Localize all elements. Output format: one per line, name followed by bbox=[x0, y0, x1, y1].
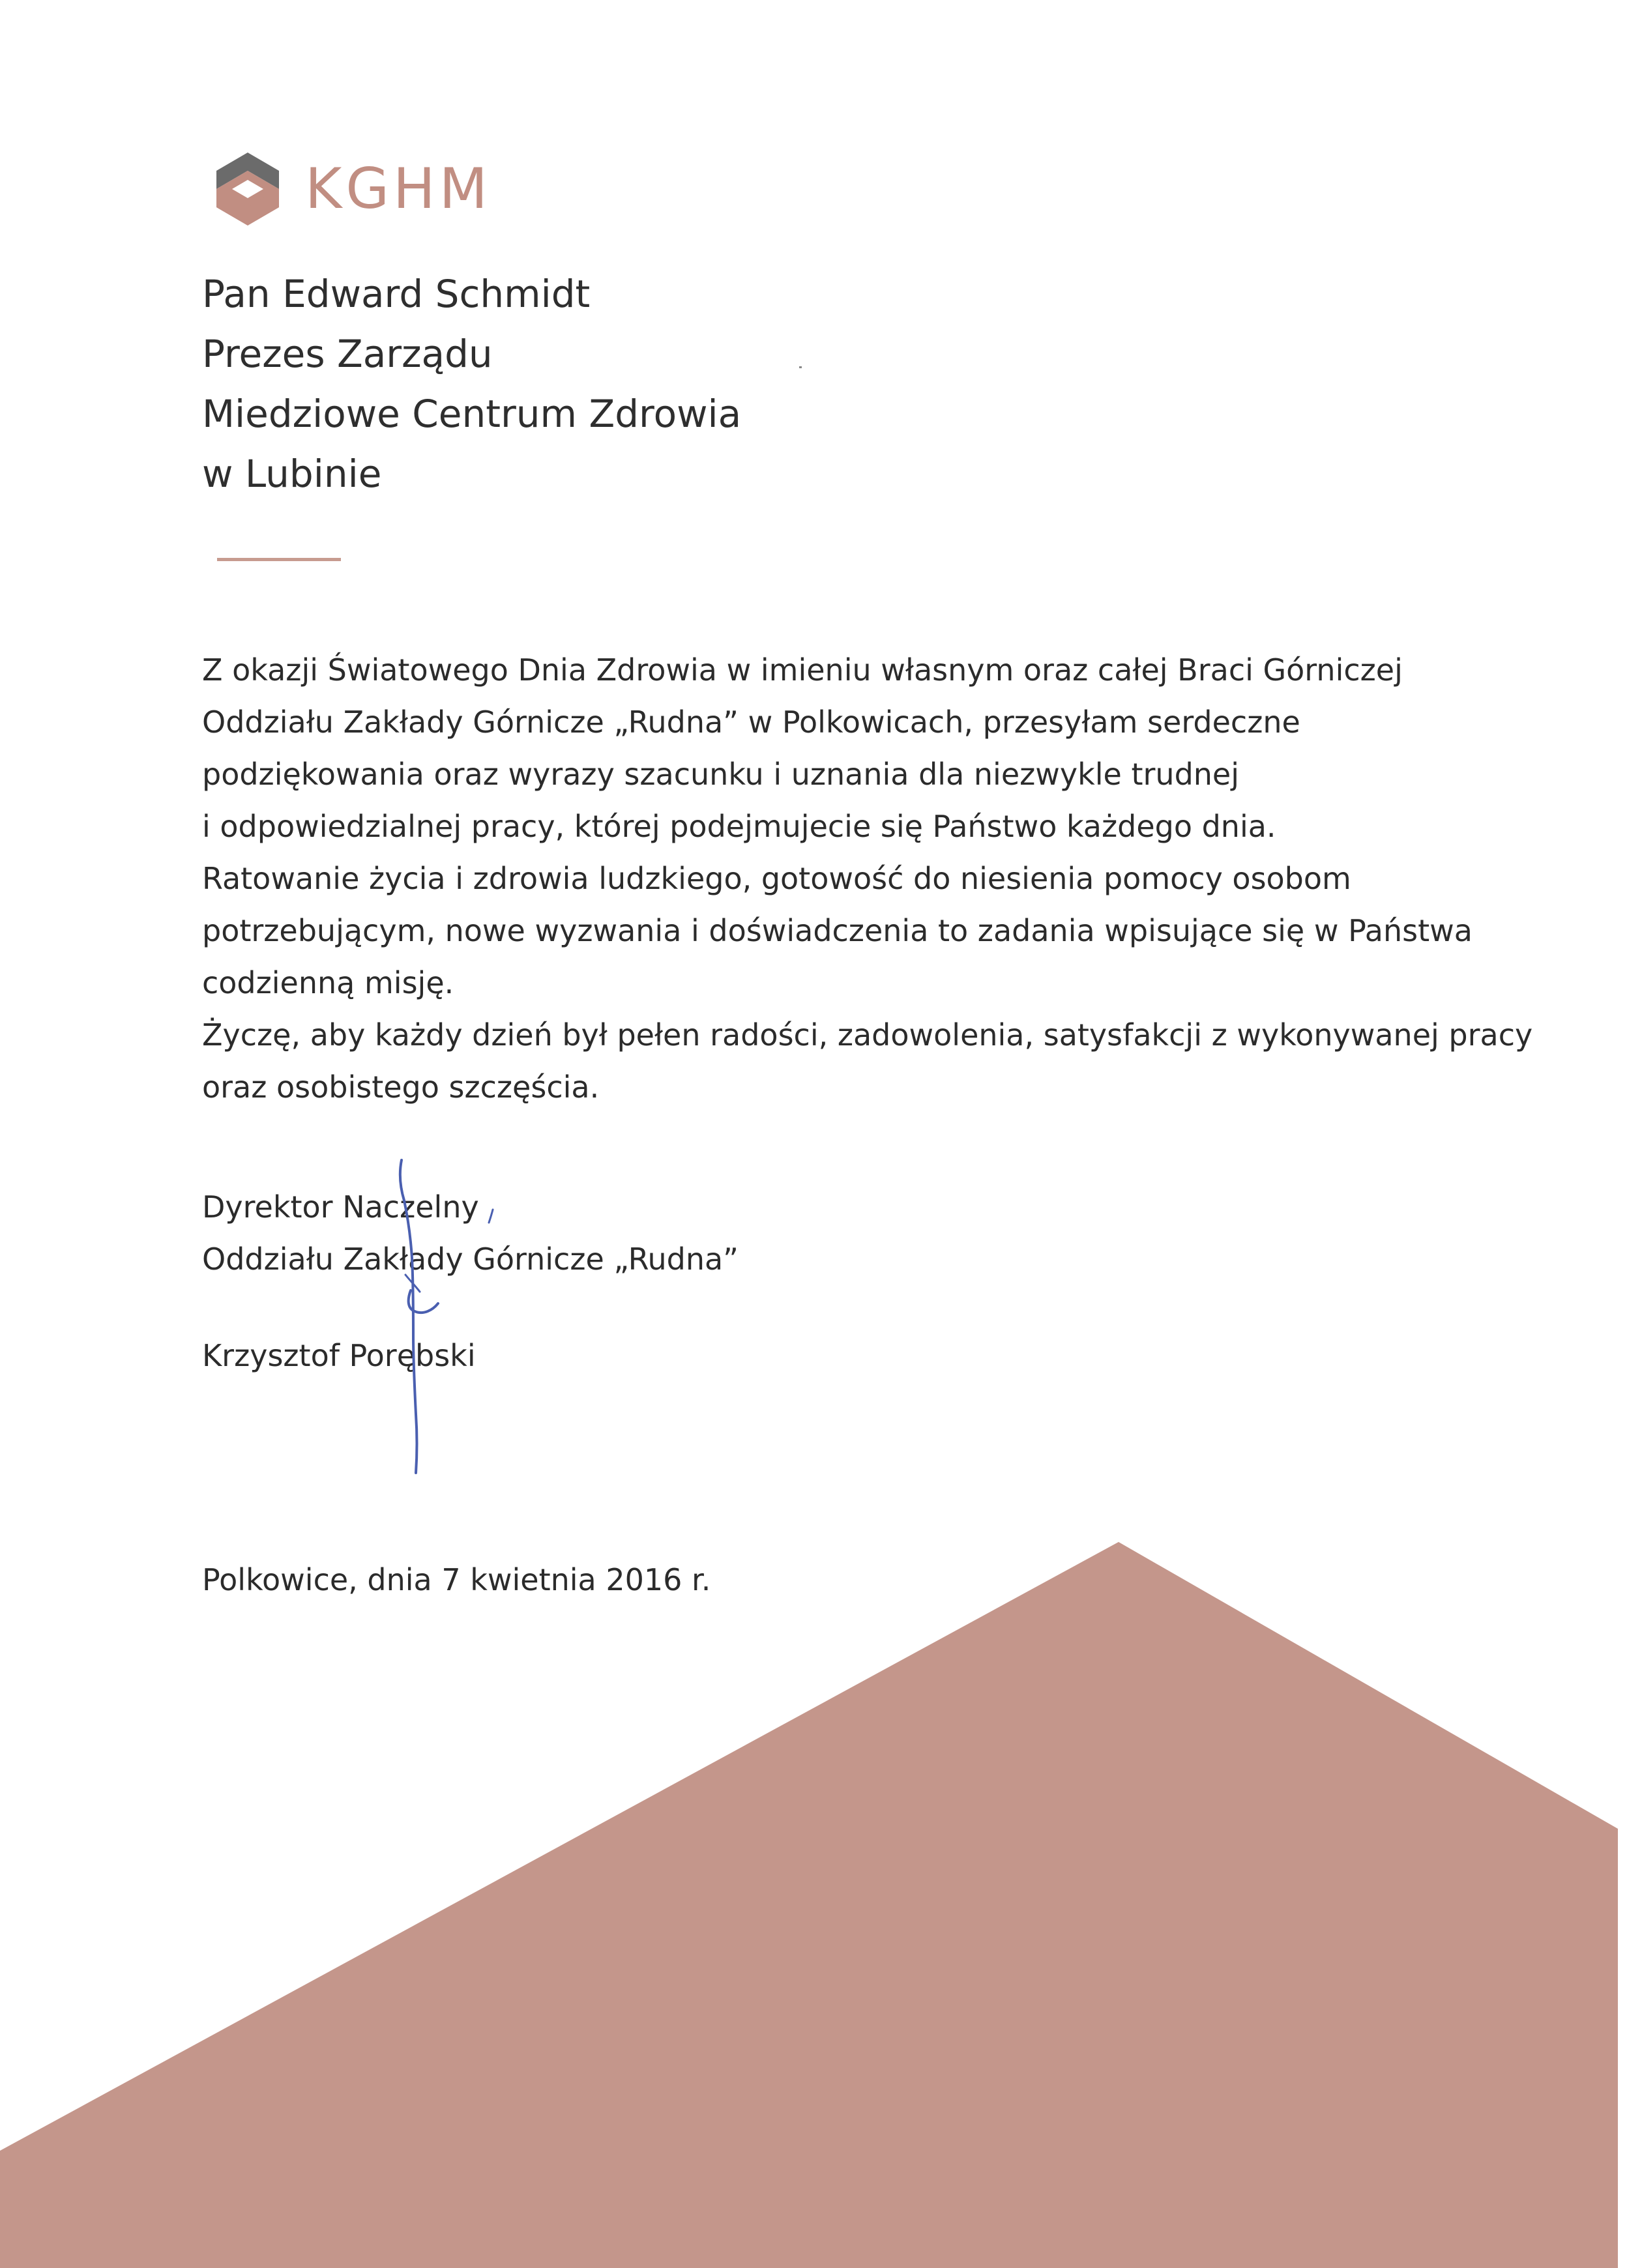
kghm-logo bbox=[215, 150, 491, 228]
copper-triangle-shape bbox=[0, 1542, 1618, 2268]
signatory-name: Krzysztof Porębski bbox=[202, 1338, 476, 1373]
kghm-hexagon-logo-icon bbox=[215, 151, 280, 227]
body-line: potrzebującym, nowe wyzwania i doświadczenia to zadania wpisujące się w Państwa bbox=[202, 913, 1473, 948]
body-line: podziękowania oraz wyrazy szacunku i uznania dla niezwykle trudnej bbox=[202, 757, 1239, 792]
recipient-line: Pan Edward Schmidt bbox=[202, 272, 591, 316]
letter-body bbox=[202, 644, 1538, 1113]
body-line: Życzę, aby każdy dzień był pełen radości, zadowolenia, satysfakcji z wykonywanej pracy bbox=[202, 1017, 1533, 1053]
scan-speck bbox=[799, 366, 802, 368]
body-line: i odpowiedzialnej pracy, której podejmujecie się Państwo każdego dnia. bbox=[202, 809, 1276, 844]
handwritten-signature bbox=[365, 1147, 535, 1486]
recipient-address bbox=[202, 264, 741, 504]
place-and-date: Polkowice, dnia 7 kwietnia 2016 r. bbox=[202, 1562, 711, 1597]
body-line: Ratowanie życia i zdrowia ludzkiego, gotowość do niesienia pomocy osobom bbox=[202, 861, 1351, 896]
body-line: oraz osobistego szczęścia. bbox=[202, 1069, 600, 1105]
logo-wordmark: KGHM bbox=[305, 156, 491, 222]
body-line: Oddziału Zakłady Górnicze „Rudna” w Polkowicach, przesyłam serdeczne bbox=[202, 705, 1300, 740]
recipient-line: Prezes Zarządu bbox=[202, 332, 493, 376]
signatory-title-line: Dyrektor Naczelny bbox=[202, 1189, 479, 1225]
recipient-line: Miedziowe Centrum Zdrowia bbox=[202, 392, 742, 436]
divider-line bbox=[217, 558, 341, 561]
body-line: Z okazji Światowego Dnia Zdrowia w imieniu własnym oraz całej Braci Górniczej bbox=[202, 652, 1403, 688]
signatory-title-line: Oddziału Zakłady Górnicze „Rudna” bbox=[202, 1242, 739, 1277]
body-line: codzienną misję. bbox=[202, 965, 454, 1000]
recipient-line: w Lubinie bbox=[202, 452, 382, 496]
